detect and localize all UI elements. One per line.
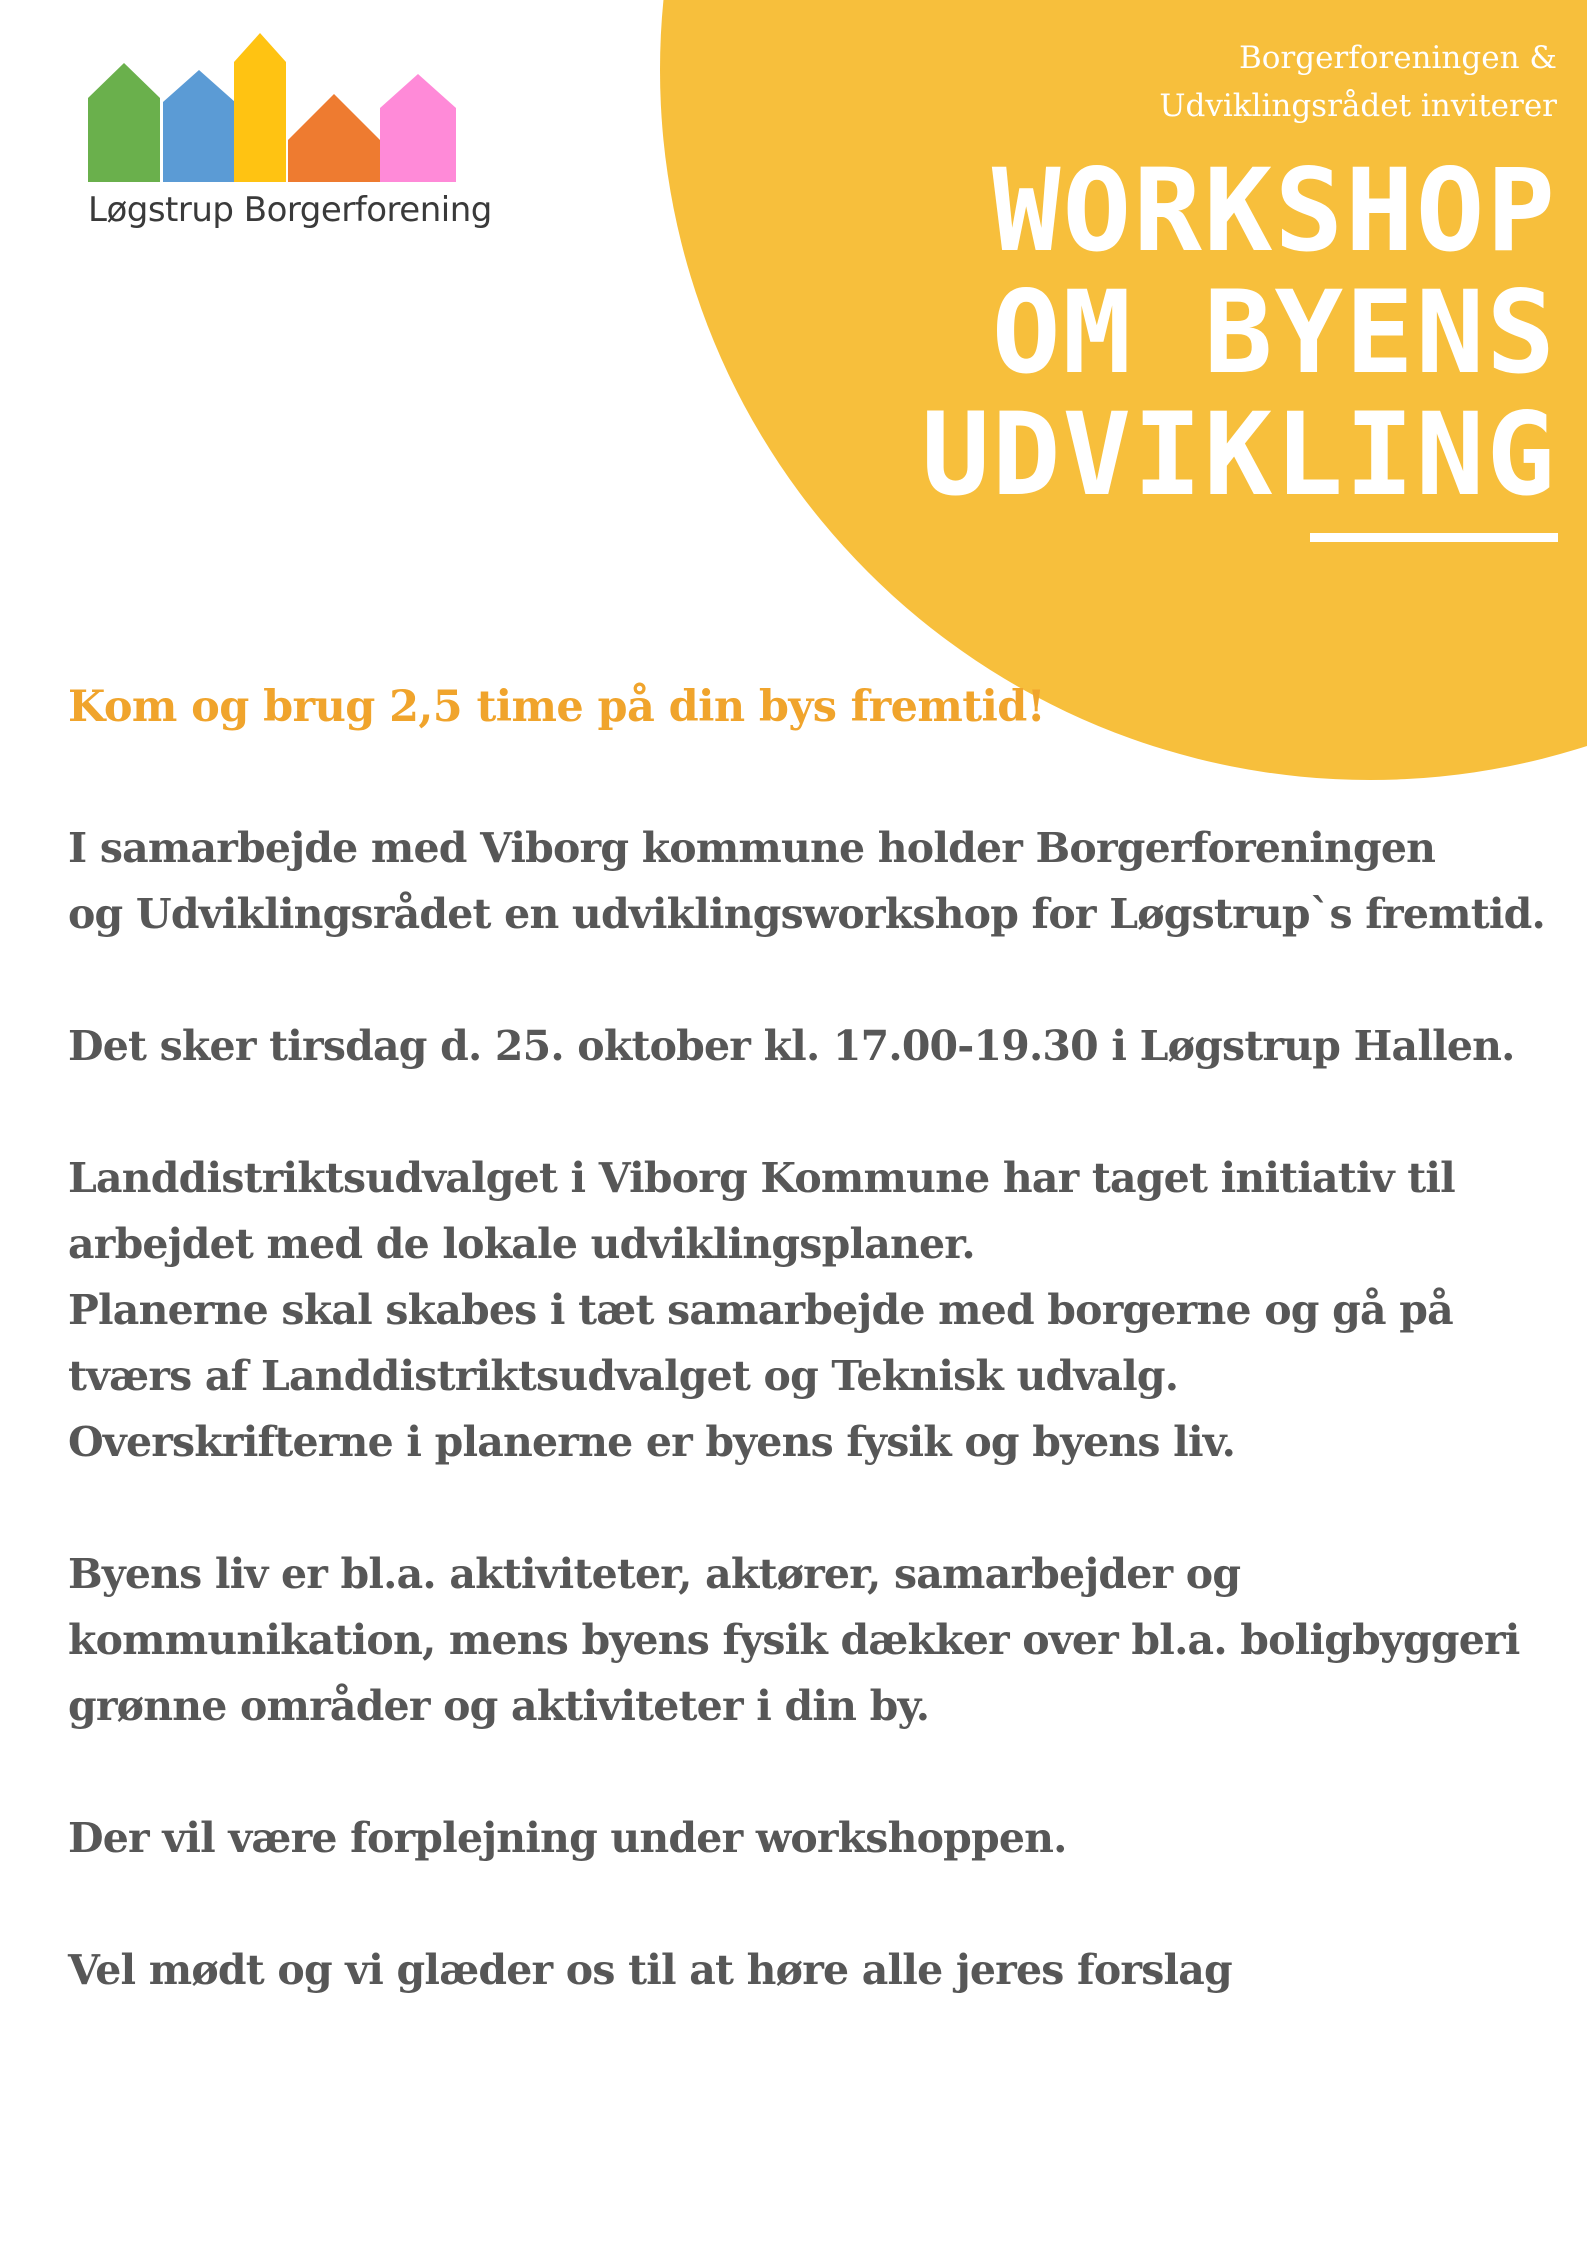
headline-line: UDVIKLING: [921, 388, 1557, 521]
invite-line: Borgerforeningen &: [1238, 40, 1557, 76]
text-line: kommunikation, mens byens fysik dækker over bl.a. boligbyggeri: [68, 1616, 1520, 1664]
paragraph: [68, 815, 1545, 947]
invite-text: [1057, 34, 1557, 130]
paragraph: [68, 1805, 1538, 1871]
body-text: [68, 815, 1545, 2069]
text-line: Landdistriktsudvalget i Viborg Kommune har taget initiativ til: [68, 1154, 1455, 1202]
text-line: Planerne skal skabes i tæt samarbejde med borgerne og gå på: [68, 1286, 1453, 1334]
text-line: grønne områder og aktiviteter i din by.: [68, 1682, 930, 1730]
text-line: og Udviklingsrådet en udviklingsworkshop for Løgstrup`s fremtid.: [68, 890, 1545, 938]
invite-line: Udviklingsrådet inviterer: [1159, 88, 1557, 124]
house-green: [88, 63, 160, 182]
house-yellow: [234, 33, 286, 182]
logo: [88, 30, 492, 240]
lead-text: Kom og brug 2,5 time på din bys fremtid!: [68, 682, 1046, 732]
text-line: Der vil være forplejning under workshoppen.: [68, 1814, 1067, 1862]
house-blue: [163, 70, 235, 182]
text-line: Det sker tirsdag d. 25. oktober kl. 17.00-19.30 i Løgstrup Hallen.: [68, 1022, 1515, 1070]
paragraph: [68, 1013, 1538, 1079]
text-line: tværs af Landdistriktsudvalget og Teknisk udvalg.: [68, 1352, 1179, 1400]
headline-underline: [1310, 533, 1558, 542]
paragraph: [68, 1541, 1538, 1739]
houses-logo-icon: [88, 30, 463, 190]
text-line: Byens liv er bl.a. aktiviteter, aktører, samarbejder og: [68, 1550, 1241, 1598]
paragraph: [68, 1937, 1538, 2003]
logo-text: Løgstrup Borgerforening: [88, 190, 492, 230]
house-pink: [380, 74, 456, 182]
headline-line: WORKSHOP: [991, 144, 1557, 277]
text-line: Vel mødt og vi glæder os til at høre alle jeres forslag: [68, 1946, 1232, 1994]
text-line: I samarbejde med Viborg kommune holder Borgerforeningen: [68, 824, 1436, 872]
house-orange: [288, 94, 380, 182]
text-line: arbejdet med de lokale udviklingsplaner.: [68, 1220, 975, 1268]
text-line: Overskrifterne i planerne er byens fysik og byens liv.: [68, 1418, 1236, 1466]
headline-line: OM BYENS: [991, 266, 1557, 399]
paragraph: [68, 1145, 1538, 1475]
headline: [797, 144, 1557, 521]
